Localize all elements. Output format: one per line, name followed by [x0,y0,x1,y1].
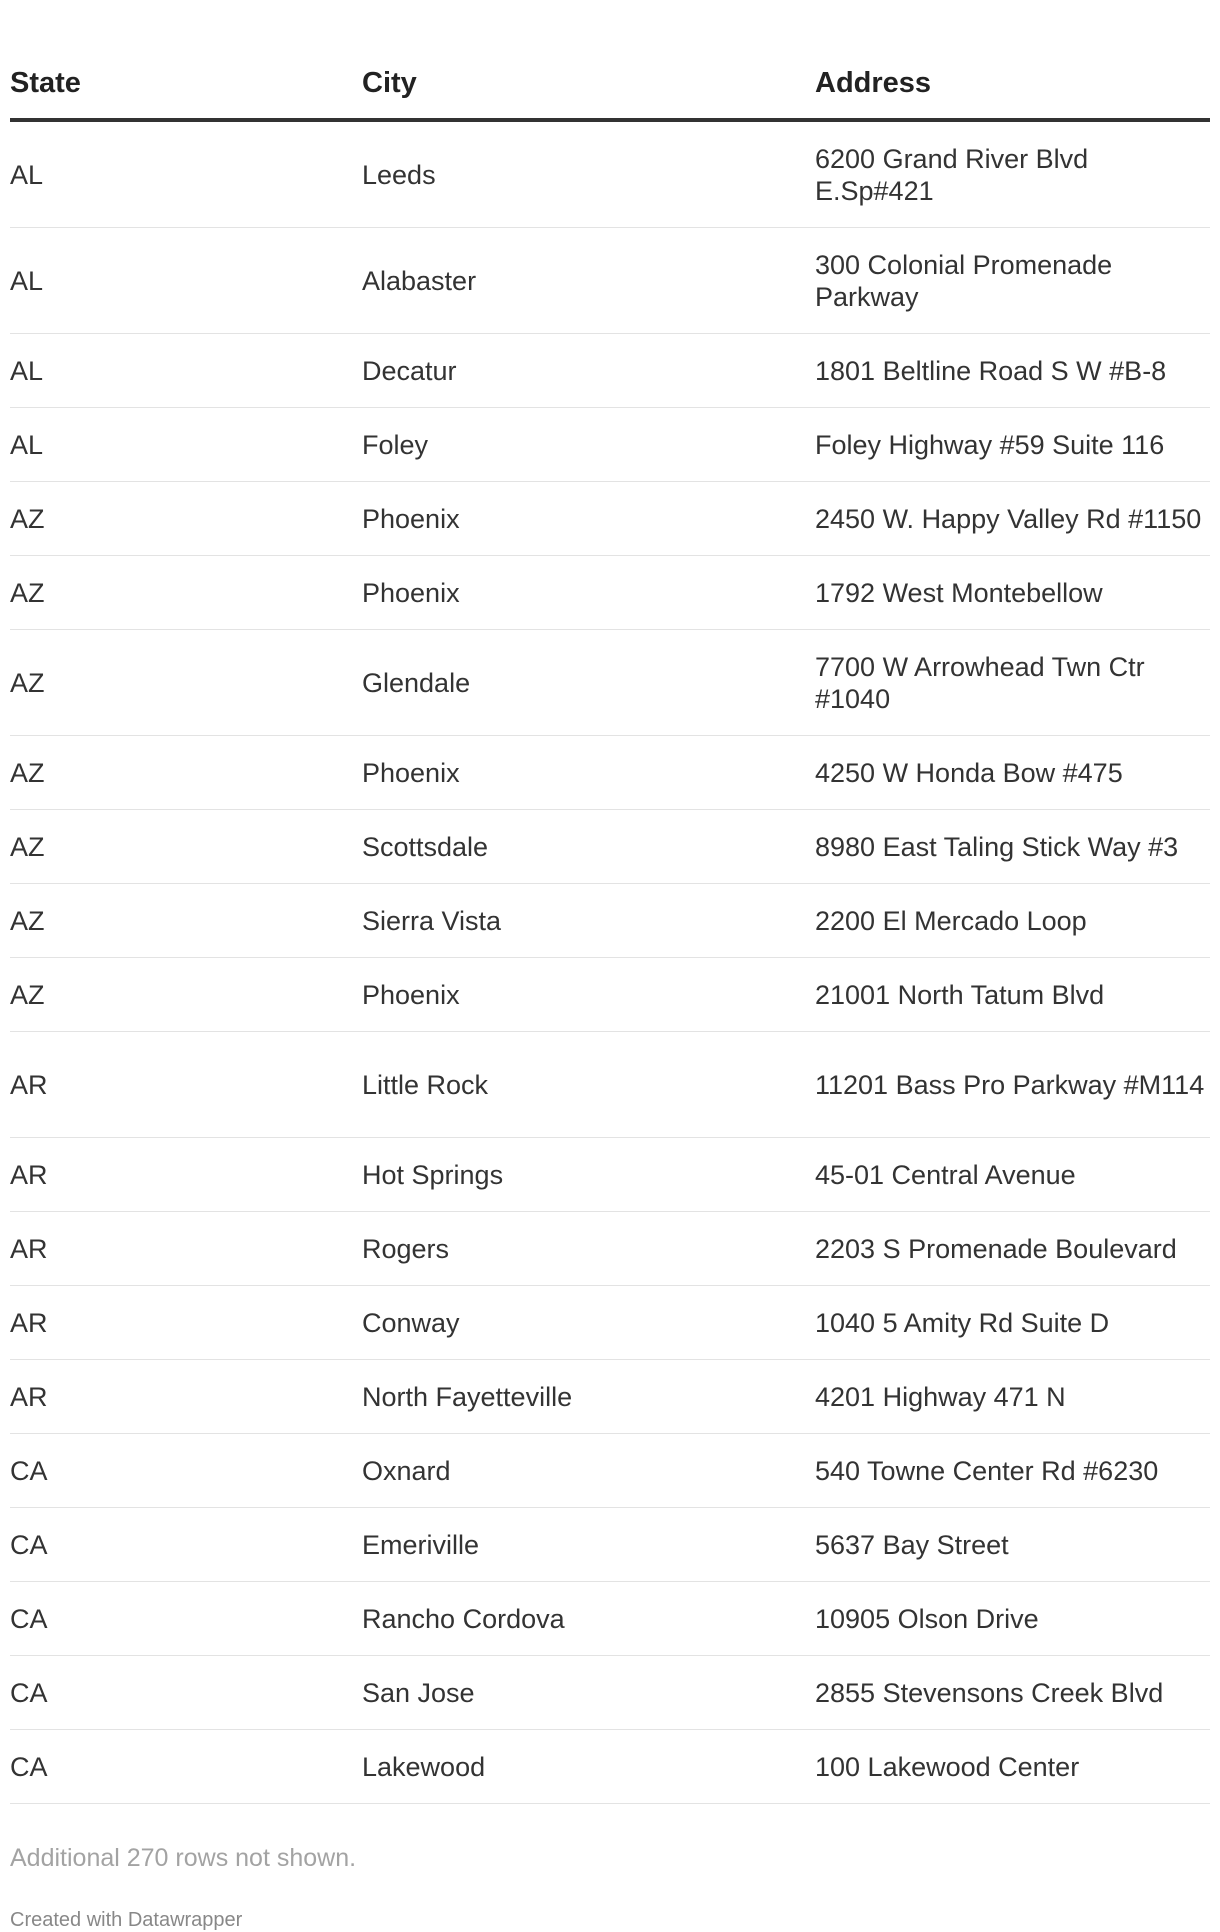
table-row [10,482,1210,556]
table-row [10,1656,1210,1730]
cell-city: Phoenix [362,958,815,1032]
table-row [10,810,1210,884]
cell-city: Phoenix [362,482,815,556]
cell-state: CA [10,1582,362,1656]
table-row [10,884,1210,958]
cell-address: 21001 North Tatum Blvd [815,958,1210,1032]
cell-city: Sierra Vista [362,884,815,958]
table-row [10,1360,1210,1434]
cell-address: 540 Towne Center Rd #6230 [815,1434,1210,1508]
datawrapper-credit: Created with Datawrapper [10,1909,243,1931]
cell-city: Phoenix [362,556,815,630]
cell-address: 7700 W Arrowhead Twn Ctr #1040 [815,630,1210,736]
table-row [10,1032,1210,1138]
cell-state: CA [10,1656,362,1730]
table-row [10,228,1210,334]
table-row [10,736,1210,810]
cell-address: 2855 Stevensons Creek Blvd [815,1656,1210,1730]
cell-address: 1801 Beltline Road S W #B-8 [815,334,1210,408]
cell-city: Alabaster [362,228,815,334]
cell-address: Foley Highway #59 Suite 116 [815,408,1210,482]
cell-city: Conway [362,1286,815,1360]
cell-address: 100 Lakewood Center [815,1730,1210,1804]
cell-address: 10905 Olson Drive [815,1582,1210,1656]
cell-address: 2450 W. Happy Valley Rd #1150 [815,482,1210,556]
column-header-state[interactable]: State [10,0,362,120]
cell-state: AL [10,228,362,334]
cell-state: AZ [10,556,362,630]
cell-address: 45-01 Central Avenue [815,1138,1210,1212]
rows-not-shown-note: Additional 270 rows not shown. [10,1844,357,1872]
cell-address: 2200 El Mercado Loop [815,884,1210,958]
table-header [10,0,1210,120]
cell-state: AR [10,1138,362,1212]
cell-state: CA [10,1508,362,1582]
header-row [10,0,1210,120]
cell-address: 1040 5 Amity Rd Suite D [815,1286,1210,1360]
cell-state: AR [10,1212,362,1286]
cell-address: 4201 Highway 471 N [815,1360,1210,1434]
cell-city: Leeds [362,120,815,228]
cell-city: Glendale [362,630,815,736]
table-row [10,630,1210,736]
column-header-address[interactable]: Address [815,0,1210,120]
table-row [10,1138,1210,1212]
cell-city: Phoenix [362,736,815,810]
table-row [10,1582,1210,1656]
table-row [10,556,1210,630]
cell-city: San Jose [362,1656,815,1730]
table-row [10,1212,1210,1286]
table-row [10,958,1210,1032]
cell-state: AZ [10,958,362,1032]
cell-state: AZ [10,810,362,884]
table-row [10,1434,1210,1508]
table-body [10,120,1210,1804]
cell-state: AZ [10,884,362,958]
cell-state: AL [10,120,362,228]
table-row [10,1730,1210,1804]
cell-address: 8980 East Taling Stick Way #3 [815,810,1210,884]
table-row [10,1508,1210,1582]
cell-state: CA [10,1434,362,1508]
cell-city: Lakewood [362,1730,815,1804]
locations-table [10,0,1210,1804]
cell-address: 11201 Bass Pro Parkway #M114 [815,1032,1210,1138]
cell-address: 300 Colonial Promenade Parkway [815,228,1210,334]
cell-city: Rancho Cordova [362,1582,815,1656]
cell-city: Hot Springs [362,1138,815,1212]
table-row [10,408,1210,482]
cell-address: 2203 S Promenade Boulevard [815,1212,1210,1286]
cell-address: 5637 Bay Street [815,1508,1210,1582]
table-row [10,334,1210,408]
cell-state: AZ [10,736,362,810]
cell-city: Oxnard [362,1434,815,1508]
cell-address: 1792 West Montebellow [815,556,1210,630]
cell-city: Foley [362,408,815,482]
cell-city: North Fayetteville [362,1360,815,1434]
cell-state: AZ [10,482,362,556]
cell-address: 4250 W Honda Bow #475 [815,736,1210,810]
cell-city: Rogers [362,1212,815,1286]
cell-state: AL [10,334,362,408]
column-header-city[interactable]: City [362,0,815,120]
cell-state: CA [10,1730,362,1804]
cell-state: AR [10,1360,362,1434]
cell-state: AR [10,1286,362,1360]
cell-city: Scottsdale [362,810,815,884]
cell-state: AL [10,408,362,482]
cell-state: AZ [10,630,362,736]
cell-city: Little Rock [362,1032,815,1138]
cell-city: Decatur [362,334,815,408]
table-row [10,1286,1210,1360]
cell-city: Emeriville [362,1508,815,1582]
cell-address: 6200 Grand River Blvd E.Sp#421 [815,120,1210,228]
cell-state: AR [10,1032,362,1138]
table-row [10,120,1210,228]
